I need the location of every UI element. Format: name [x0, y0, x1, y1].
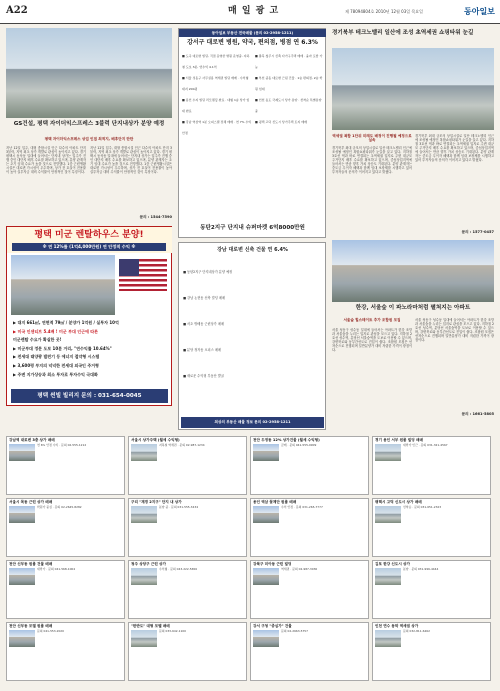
classified-ad-body: 수익형 · 문의 043-222-5656 — [159, 567, 198, 572]
classified-ad-title: 인천 연수 동막 역세권 상가 — [375, 624, 419, 628]
classified-ad-body: 문의 032-811-6262 — [403, 629, 430, 634]
classified-ad-body: 선착순 · 문의 031-651-2323 — [403, 505, 442, 510]
promo-footer: 평택 썬빌 빌리지 문의 : 031-654-0045 — [11, 389, 168, 403]
classified-ad — [372, 498, 491, 557]
classified-ad-photo — [131, 630, 157, 647]
mid-item: ■ 분당 정자동 오피스 매매 — [183, 348, 221, 352]
classified-ad-title: 서울시 목동 근린 상가 매매 — [9, 500, 53, 504]
section-title: 매 일 광 고 — [228, 6, 280, 16]
classified-ad — [6, 622, 125, 681]
classified-ad-photo — [253, 568, 279, 585]
classified-ad-photo — [375, 568, 401, 585]
left-article-sub: 평택 자이더익스프레스 상업 인접 최적지, 배후단지 탄탄 — [44, 137, 134, 141]
page-header — [0, 0, 500, 24]
right-article2-body: 서울 성동구 성수동 일대에 들어서는 아파트가 한강 조망과 서울숲을 누리는 입지로 관심을 모으고 있다. 지하철 2호선 성수역, 분당선 서울숲역을 도보로 이용할 수 있으며, 강변북로와 동부간선도로 진입이 쉽다. 조합원 모집은 선착순으로 진행되며 일반분양가 대비 저렴한 가격이 장점이다. — [332, 328, 412, 352]
right-article-body: 경기북부 최대 규모의 상업시설로 일산 테크노밸리 인근에 조성될 예정인 복합쇼핑타워가 눈길을 끌고 있다. 지하철 3호선 역과 바로 연결되는 초역세권 입지로 주변 대규모 주거단지 배후 수요를 확보하고 있으며, 중심상업지역에 들어서는 만큼 향후 가치 상승도 기대된다. 분양 관계자는 중도금 무이자 혜택과 함께 임대 보장제를 시행하고 있어 투자자들의 문의가 이어지고 있다고 밝혔다. — [332, 146, 412, 174]
classified-ad-title: 강북구 미아동 근린 빌딩 — [253, 562, 292, 566]
classified-ad-body: 문의 02-2663-5757 — [281, 629, 308, 634]
classified-ad-title: 구리 "재경 2지구" 단지 내 상가 — [131, 500, 182, 504]
listing-item: ■ 부천 중동 대로변 근린 건물 · 1층 편의점, 2층 학원 임대 — [255, 76, 323, 91]
classified-ad-body: 분양 · 문의 031-996-4444 — [403, 567, 439, 572]
left-article-contact: 문의 : 1544-7590 — [139, 215, 172, 219]
listings-heading: 강서구 대로변 병원, 약국, 편의점, 병점 연 6.3% — [187, 39, 318, 46]
classified-ad-photo — [9, 506, 35, 523]
classified-ad-body: 대학가 인근 · 문의 031-321-4567 — [403, 443, 448, 448]
right-article-sub: 역세권 복합 1단위 미래도 배정이 진행될 예정으로 실속 — [332, 134, 412, 143]
classified-ad-body: 학원가 중심 · 문의 02-2645-8282 — [37, 505, 82, 510]
newspaper-logo: 동아일보 — [464, 6, 495, 16]
listings-box-mid — [178, 242, 326, 430]
classified-ad-title: 용인 역삼 꽃제단 원룸 매매 — [253, 500, 297, 504]
classified-ad-body: 대학가 · 문의 041-568-1004 — [37, 567, 76, 572]
classified-ad — [250, 498, 369, 557]
classified-ad-body: 문의 033-642-1100 — [159, 629, 186, 634]
listing-item: ■ 서울 성동구 사무실용 역세권 빌딩 매매 · 수익형 대지 200평 — [182, 76, 249, 91]
classified-ad-title: 천안 두정동 12% 상가건물 (월세 수익형) — [253, 438, 320, 442]
promo-sub: ※ 연 12%를 (1억4,000만원) 연 안정적 수익 ※ — [12, 243, 166, 251]
classified-ad — [128, 498, 247, 557]
right-article2-contact: 문의 : 1661-5805 — [461, 412, 494, 416]
right-article-body-col2: 경기북부 최대 규모의 상업시설로 일산 테크노밸리 인근에 조성될 예정인 복합쇼핑타워가 눈길을 끌고 있다. 지하철 3호선 역과 바로 연결되는 초역세권 입지로 주변 대규모 주거단지 배후 수요를 확보하고 있으며, 중심상업지역에 들어서는 만큼 향후 가치 상승도 기대된다. 분양 관계자는 중도금 무이자 혜택과 함께 임대 보장제를 시행하고 있어 투자자들의 문의가 이어지고 있다고 밝혔다. — [415, 134, 494, 162]
classified-ad-photo — [131, 568, 157, 585]
listing-item: ■ 인천 송도 국제도시 상가 분양 · 선착순 특별분양 중 — [255, 98, 322, 113]
classified-ad-title: 청주 상당구 근린 상가 — [131, 562, 166, 566]
classified-ad-photo — [9, 630, 35, 647]
classified-ad — [372, 436, 491, 495]
classified-ad — [128, 560, 247, 619]
listings-box-top — [178, 28, 326, 238]
date-line: 제 78094804호 2010년 12월 03일 목요일 — [345, 9, 423, 14]
classified-ad-photo — [131, 444, 157, 461]
right-article2-heading: 한강, 서울숲 이 파노라마처럼 펼쳐지는 아파트 — [355, 305, 471, 311]
promo-bullet: ▶ 주변 지가상승과 최소 투자로 투자수익 극대화 — [13, 371, 98, 377]
classified-ad — [6, 436, 125, 495]
mid-item: ■ 서초 방배동 근린상가 매매 — [183, 322, 224, 326]
classified-ad-title: "한반도" 대형 모텔 매매 — [131, 624, 170, 628]
classified-ad-title: 서울시 상가주택 (월세 수익형) — [131, 438, 180, 442]
classified-ad-title: 강서 구청 "중심가" 건물 — [253, 624, 292, 628]
left-article-body: 지난 12일 입주, 대형 종합시설 인근 다수의 아파트 단지 3블럭, 지역 최초 상가 개발로 관심이 높아지고 있다. 경기 평택시 동삭동 일대에 들어서는 단지내 상가는 입주가 진행 중인 대단지 배후 수요를 확보하고 있으며, 분양 관계자는 초기 임대 수요가 높을 것으로 전망했다. 1층 근린생활시설은 대로변 가시성이 우수하며, 상가 전 호실이 전용률이 높아 실투자금 대비 수익률이 안정적인 것이 특징이다. — [6, 146, 86, 174]
promo-bullets — [13, 319, 167, 379]
classified-ad-body: 문의 041-553-2020 — [37, 629, 64, 634]
mid-items — [183, 259, 323, 389]
listing-item: ■ 충북 청주시 신축 다가구주택 매매 · 융자 포함 가능 — [255, 54, 323, 69]
listing-item: ■ 강남 역삼역 1분 오피스텔 전체 매매 · 연 7% 수익 안정 — [182, 120, 252, 135]
classified-grid — [6, 436, 494, 686]
classified-ad-photo — [9, 444, 35, 461]
classified-ad — [128, 436, 247, 495]
promo-ad — [6, 226, 172, 406]
right-article-heading: 경기북부 테크노밸리 일산에 조성 초역세권 쇼핑타워 눈길 — [332, 30, 474, 36]
classified-ad-photo — [253, 444, 279, 461]
right-article-contact: 문의 : 1577-0457 — [461, 230, 494, 234]
promo-bullet: ▶ 대지 661㎡, 연면적 79㎡ / 분양가 1억원 / 실투자 10억 — [13, 320, 119, 325]
classified-ad — [250, 622, 369, 681]
promo-bullet: ▶ 미군부대 정문 도보 10분 거리, "연수익률 10.64%" — [13, 345, 112, 351]
apartment-photo — [332, 240, 494, 302]
house-rendering — [11, 255, 115, 315]
classified-ad-body: 역세권 · 문의 02-987-3030 — [281, 567, 318, 572]
classified-ad — [250, 560, 369, 619]
classified-ad-photo — [253, 630, 279, 647]
classified-ad-body: 수익 안정 · 문의 031-265-7777 — [281, 505, 323, 510]
mid-footer: 최상의 부동산 매물 정보 문의 02-2958-1211 — [181, 417, 324, 428]
classified-ad-body: 연 6% 안정 수익 · 문의 02-555-1212 — [37, 443, 87, 448]
classified-ad-title: 강남역 대로변 3층 상가 매매 — [9, 438, 55, 442]
left-article-body-col2: 지난 12일 입주, 대형 종합시설 인근 다수의 아파트 단지 3블럭, 지역 최초 상가 개발로 관심이 높아지고 있다. 경기 평택시 동삭동 일대에 들어서는 단지내 상가는 입주가 진행 중인 대단지 배후 수요를 확보하고 있으며, 분양 관계자는 초기 임대 수요가 높을 것으로 전망했다. 1층 근린생활시설은 대로변 가시성이 우수하며, 상가 전 호실이 전용률이 높아 실투자금 대비 수익률이 안정적인 것이 특징이다. — [90, 146, 172, 174]
classified-ad — [250, 436, 369, 495]
mid-title: 강남 대로변 신축 건물 연 6.4% — [217, 247, 288, 253]
classified-ad-photo — [131, 506, 157, 523]
left-article-heading: GS건설, 평택 자이더익스프레스 3블럭 단지내상가 분양 예정 — [13, 121, 165, 127]
listing-item: ■ 도곡 대로변 빌딩, 직접 운영한 병원 운영중. 지하철 도보 3분, 연수익 4.1억 — [182, 54, 250, 69]
classified-ad-photo — [375, 630, 401, 647]
listing-item: ■ 용인 수지 빌딩 리모델링 완료 · 대형 1층 상가 임대 완료 — [182, 98, 250, 113]
classified-ad-body: 지하철 역세권 · 문의 02-987-1234 — [159, 443, 205, 448]
classified-ad-body: 분양 중 · 문의 031-555-3434 — [159, 505, 199, 510]
listings-col-right — [255, 51, 324, 128]
classified-ad-photo — [375, 444, 401, 461]
classified-ad — [372, 622, 491, 681]
listings-title: 동아일보 부동산 전국매물 (문의 02-2958-1211) — [179, 29, 326, 37]
mid-item: ■ 동탄2지구 단지내상가 분양 예정 — [183, 270, 233, 274]
classified-ad — [6, 498, 125, 557]
classified-ad — [372, 560, 491, 619]
classified-ad-photo — [253, 506, 279, 523]
classified-ad-title: 김포 한강 신도시 상가 — [375, 562, 410, 566]
right-article2-body-col2: 서울 성동구 성수동 일대에 들어서는 아파트가 한강 조망과 서울숲을 누리는 입지로 관심을 모으고 있다. 지하철 2호선 성수역, 분당선 서울숲역을 도보로 이용할 수 있으며, 강변북로와 동부간선도로 진입이 쉽다. 조합원 모집은 선착순으로 진행되며 일반분양가 대비 저렴한 가격이 장점이다. — [415, 318, 494, 342]
building-photo-left — [6, 28, 172, 118]
building-photo-right — [332, 48, 494, 130]
classified-ad-title: 천안 신부동 원룸 건물 매매 — [9, 562, 53, 566]
right-article2-sub: 서울숲 힐스테이트 추가 조합원 모집 — [343, 318, 401, 322]
promo-bullet: ▶ 전세대 태양광 발전기 등 에너지 절약형 시스템 — [13, 354, 100, 360]
classified-ad — [6, 560, 125, 619]
listings-col-left — [182, 51, 252, 139]
classified-ad-photo — [9, 568, 35, 585]
listing-item: ■ 평택 고덕 신도시 상가주택 토지 매매 — [255, 120, 308, 124]
classified-ad-photo — [375, 506, 401, 523]
classified-ad-title: 경기 용인 서부 원룸 빌딩 매매 — [375, 438, 423, 442]
classified-ad-body: 급매 · 문의 041-555-0909 — [281, 443, 317, 448]
mid-item: ■ 강남 논현동 신축 빌딩 매매 — [183, 296, 225, 300]
promo-bullet: ▶ 미국 인센티브 5.4배 ! 미군 부대 인근에 따른 — [13, 328, 98, 334]
mid-item: ■ 새로운 수익형 부동산 발굴 — [183, 374, 224, 378]
us-flag-icon — [119, 259, 167, 291]
promo-title: 평택 미군 렌탈하우스 분양! — [34, 230, 144, 240]
promo-bullet: ▶ 3,600평 부지의 넉넉한 전세대 외국인 주거형 — [13, 362, 99, 368]
classified-ad-title: 천안 신부동 모델 원룸 매매 — [9, 624, 53, 628]
listings-mid-heading: 동탄2지구 단지내 슈퍼마켓 6억8000만원 — [200, 225, 305, 231]
classified-ad-title: 평택시 고덕 신도시 상가 매매 — [375, 500, 422, 504]
classified-ad — [128, 622, 247, 681]
promo-bullet: 미군렌탈 수요가 확실한 곳! — [13, 337, 62, 343]
page-number: A22 — [6, 5, 28, 16]
